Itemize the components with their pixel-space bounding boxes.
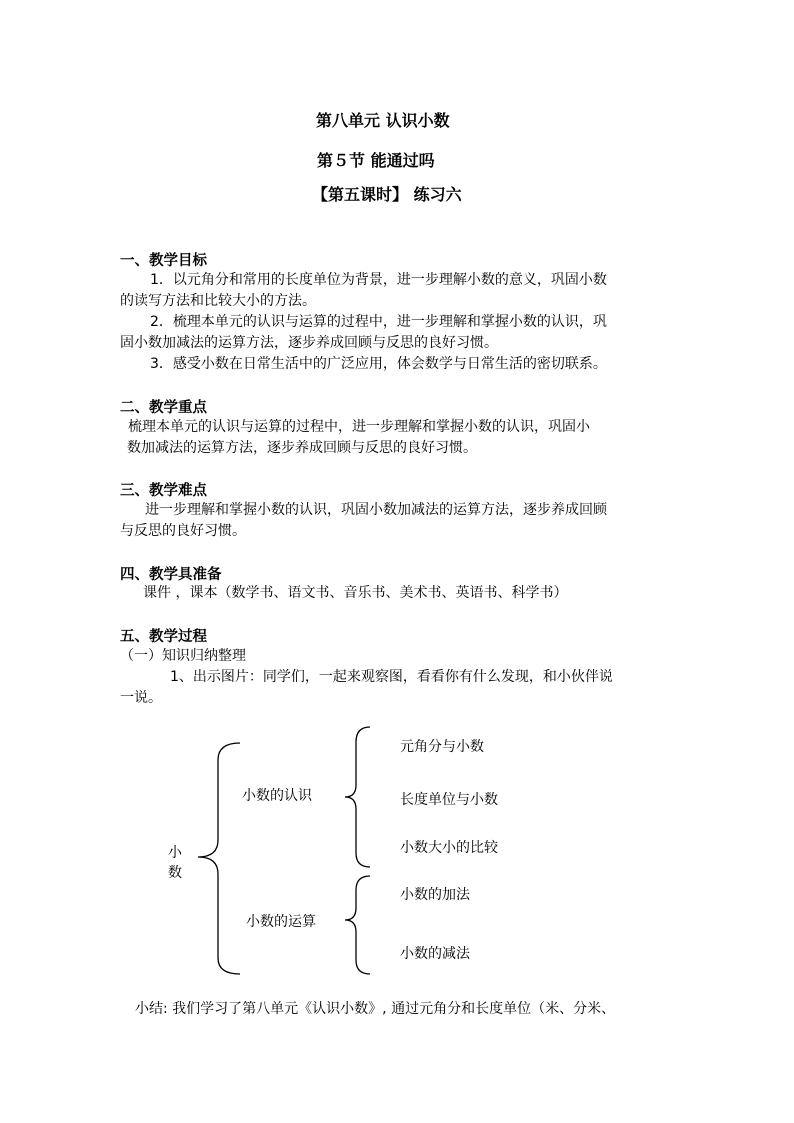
- diagram-branch-recognition: 小数的认识: [242, 788, 312, 804]
- diagram-item-compare: 小数大小的比较: [400, 840, 498, 856]
- difficulty-line-2: 与反思的良好习惯。: [120, 523, 246, 539]
- diagram-branch-operation: 小数的运算: [246, 914, 316, 930]
- focus-heading: 二、教学重点: [120, 400, 207, 416]
- diagram-item-addition: 小数的加法: [400, 887, 470, 903]
- goals-heading: 一、教学目标: [120, 253, 207, 269]
- lesson-title: 【第五课时】 练习六: [312, 185, 462, 204]
- diagram-item-subtraction: 小数的减法: [400, 946, 470, 962]
- section-title: 第５节 能通过吗: [317, 151, 435, 170]
- goal-1-line-2: 的读写方法和比较大小的方法。: [120, 293, 316, 309]
- difficulty-line-1: 进一步理解和掌握小数的认识，巩固小数加减法的运算方法，逐步养成回顾: [145, 502, 607, 518]
- difficulty-heading: 三、教学难点: [120, 483, 207, 499]
- process-step-line-2: 一说。: [120, 690, 162, 706]
- focus-line-1: 梳理本单元的认识与运算的过程中，进一步理解和掌握小数的认识，巩固小: [128, 419, 590, 435]
- diagram-item-length-units: 长度单位与小数: [400, 792, 498, 808]
- goal-3-line-1: 3．感受小数在日常生活中的广泛应用，体会数学与日常生活的密切联系。: [150, 356, 607, 372]
- diagram-item-yuan-jiao-fen: 元角分与小数: [400, 739, 484, 755]
- unit-title: 第八单元 认识小数: [316, 111, 450, 130]
- summary-text: 小结: 我们学习了第八单元《认识小数》, 通过元角分和长度单位（米、分米、: [135, 1001, 616, 1017]
- operation-bracket: [345, 876, 370, 974]
- goal-2-line-1: 2．梳理本单元的认识与运算的过程中，进一步理解和掌握小数的认识，巩: [150, 314, 607, 330]
- focus-line-2: 数加减法的运算方法，逐步养成回顾与反思的良好习惯。: [127, 440, 477, 456]
- process-heading: 五、教学过程: [120, 629, 207, 645]
- prep-text: 课件 ，课本（数学书、语文书、音乐书、美术书、英语书、科学书）: [143, 585, 568, 601]
- process-step-line-1: 1、出示图片：同学们，一起来观察图，看看你有什么发现，和小伙伴说: [170, 669, 613, 685]
- diagram-root-char-2: 数: [168, 865, 182, 881]
- root-bracket: [198, 743, 240, 974]
- prep-heading: 四、教学具准备: [120, 567, 222, 583]
- goal-1-line-1: 1．以元角分和常用的长度单位为背景，进一步理解小数的意义，巩固小数: [150, 272, 607, 288]
- goal-2-line-2: 固小数加减法的运算方法，逐步养成回顾与反思的良好习惯。: [120, 335, 498, 351]
- process-subheading: （一）知识归纳整理: [120, 648, 246, 664]
- recognition-bracket: [345, 727, 370, 867]
- diagram-root-char-1: 小: [168, 845, 182, 861]
